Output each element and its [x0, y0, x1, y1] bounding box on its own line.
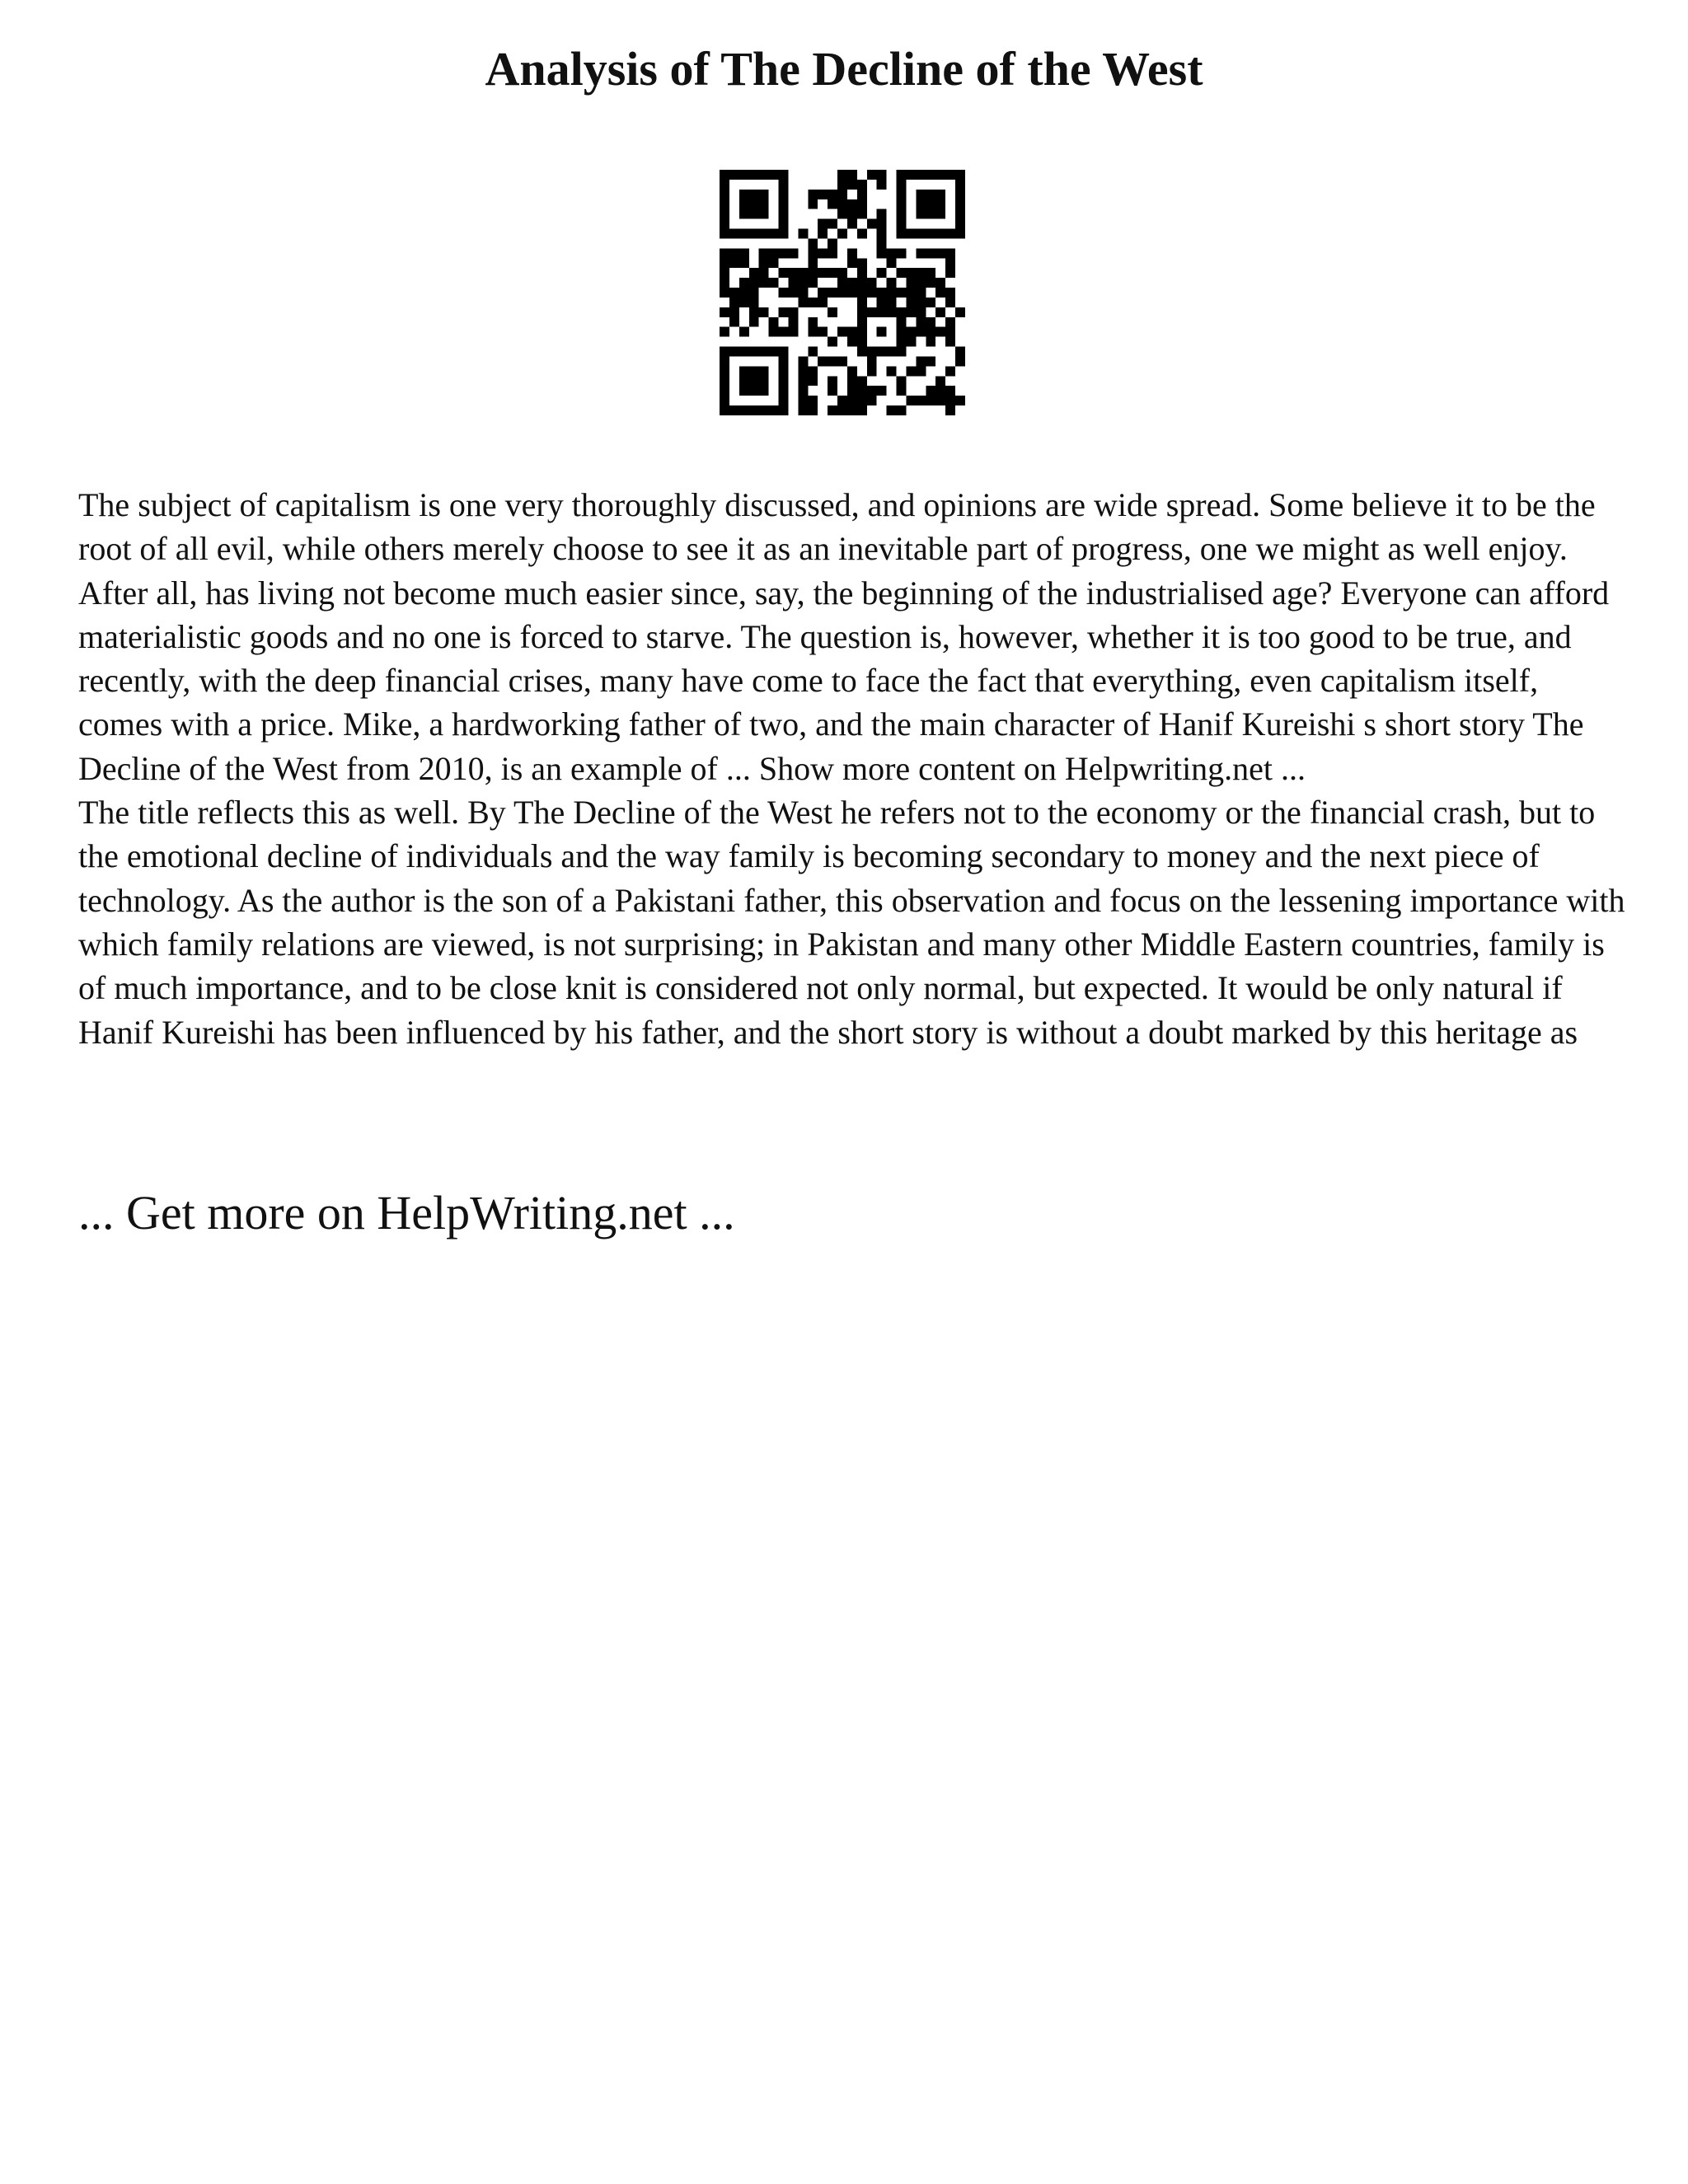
qr-code-icon	[720, 170, 965, 415]
article-paragraph: The title reflects this as well. By The Decline of the West he refers not to the economy or the financial crash, but to the emotional decline of individuals and the way family is becoming secondary to money and the next piece of technology. As the author is the son of a Pakistani father, this observation and focus on the lessening importance with which family relations are viewed, is not surprising; in Pakistan and many other Middle Eastern countries, family is of much importance, and to be close knit is considered not only normal, but expected. It would be only natural if Hanif Kureishi has been influenced by his father, and the short story is without a doubt marked by this heritage as	[78, 794, 1625, 1051]
page-title: Analysis of The Decline of the West	[485, 42, 1203, 96]
get-more-link[interactable]: ... Get more on HelpWriting.net ...	[78, 1186, 735, 1240]
article-paragraph: The subject of capitalism is one very thoroughly discussed, and opinions are wide spread. Some believe it to be the root of all evil, while others merely choose to see it as an inevitable part of progress, one we might as well enjoy. After all, has living not become much easier since, say, the beginning of the industrialised age? Everyone can afford materialistic goods and no one is forced to starve. The question is, however, whether it is too good to be true, and recently, with the deep financial crises, many have come to face the fact that everything, even capitalism itself, comes with a price. Mike, a hardworking father of two, and the main character of Hanif Kureishi s short story The Decline of the West from 2010, is an example of ... Show more content on Helpwriting.net ...	[78, 486, 1610, 787]
article-body	[78, 483, 1628, 1054]
